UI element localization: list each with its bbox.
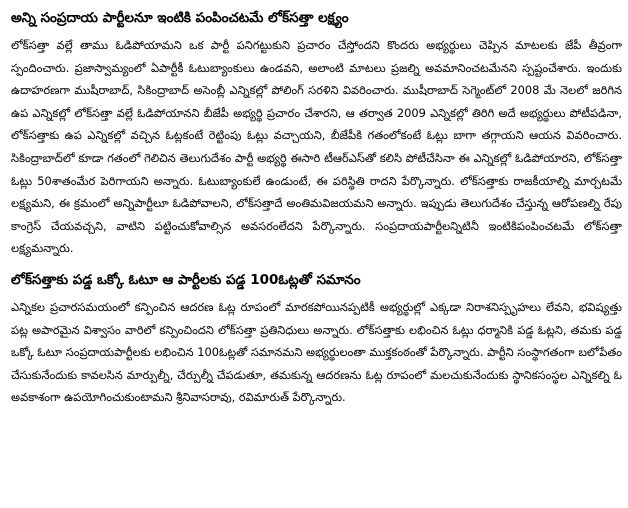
section-heading-2: లోక్‌సత్తాకు పడ్డ ఒక్కో ఓటూ ఆ పార్టీలకు పడ్డ 100ఓట్లతో సమానం	[11, 271, 361, 288]
section-paragraph-1: లోక్‌సత్తా వల్లే తాము ఓడిపోయామని ఒక పార్టీ పనిగట్టుకుని ప్రచారం చేస్తోందని కొందరు అభ్యర్థులు చెప్పిన మాటలకు జేపీ తీవ్రంగా స్పందించారు. ప్రజాస్వామ్యంలో ఏపార్టీకీ ఓటుబ్యాంకులు ఉండవని, అలాంటి మాటలు ప్రజల్ని అవమానించటమేనని స్పష్టంచేశారు. ఇందుకు ఉదాహరణగా ముషీరాబాద్, సికింద్రాబాద్ అసెంబ్లీ ఎన్నికల్లో పోలింగ్ సరళిని వివరించారు. ముషీరాబాద్ సెగ్మెంట్‌లో 2008 మే నెలలో జరిగిన ఉప ఎన్నికల్లో లోక్‌సత్తా వల్లే ఓడిపోయానని బీజేపీ అభ్యర్థి ప్రచారం చేశారని, ఆ తర్వాత 2009 ఎన్నికల్లో తిరిగి అదే అభ్యర్థులు పోటీపడినా, లోక్‌సత్తాకు ఉప ఎన్నికల్లో వచ్చిన ఓట్లకంటే రెట్టింపు ఓట్లు వచ్చాయని, బీజేపీకి గతంలోకంటే ఓట్లు బాగా తగ్గాయని ఆయన వివరించారు. సికింద్రాబాద్‌లో కూడా గతంలో గెలిచిన తెలుగుదేశం పార్టీ అభ్యర్థి ఈసారి టీఆర్ఎస్‌తో కలిసి పోటీచేసినా ఈ ఎన్నికల్లో ఓడిపోయారని, లోక్‌సత్తా ఓట్లు 50శాతంమేర పెరిగాయని అన్నారు. ఓటుబ్యాంకులే ఉండుంటే, ఈ పరిస్థితి రాదని పేర్కొన్నారు. లోక్‌సత్తాకు రాజకీయాల్ని మార్చటమే లక్ష్యమని, ఈ క్రమంలో అన్నిపార్టీలూ ఓడిపోవాలని, లోక్‌సత్తాదే అంతిమవిజయమని అన్నారు. ఇప్పుడు తెలుగుదేశం చేస్తున్న ఆరోపణల్ని రేపు కాంగ్రెస్ చేయవచ్చని, వాటిని పట్టించుకోవాల్సిన అవసరంలేదని పేర్కొన్నారు. సంప్రదాయపార్టీలన్నిటినీ ఇంటికిపంపించటమే లోక్‌సత్తా లక్ష్యమన్నారు.	[11, 38, 622, 256]
section-heading-1: అన్ని సంప్రదాయ పార్టీలనూ ఇంటికి పంపించటమే లోక్‌సత్తా లక్ష్యం	[11, 10, 349, 26]
section-paragraph-2: ఎన్నికల ప్రచారసమయంలో కన్పించిన ఆదరణ ఓట్ల రూపంలో మారకపోయినప్పటికీ అభ్యర్థుల్లో ఎక్కడా నిరాశనిస్పృహలు లేవని, భవిష్యత్తు పట్ల అపారమైన విశ్వాసం వారిలో కన్పించిందని లోక్‌సత్తా ప్రతినిధులు అన్నారు. లోక్‌సత్తాకు లభించిన ఓట్లు ధర్మానికి పడ్డ ఓట్లని, తమకు పడ్డ ఒక్కో ఓటూ సంప్రదాయపార్టీలకు లభించిన 100ఓట్లతో సమానమని అభ్యర్థులంతా ముక్తకంఠంతో పేర్కొన్నారు. పార్టీని సంస్థాగతంగా బలోపేతం చేసుకునేందుకు కావలసిన మార్పుల్నీ, చేర్పుల్నీ చేపడుతూ, తమకున్న ఆదరణను ఓట్ల రూపంలో మలచుకునేందుకు స్థానికసంస్థల ఎన్నికల్ని ఓ అవకాశంగా ఉపయోగించుకుంటామని శ్రీనివాసరావు, రవిమారుత్ పేర్కొన్నారు.	[11, 299, 622, 405]
